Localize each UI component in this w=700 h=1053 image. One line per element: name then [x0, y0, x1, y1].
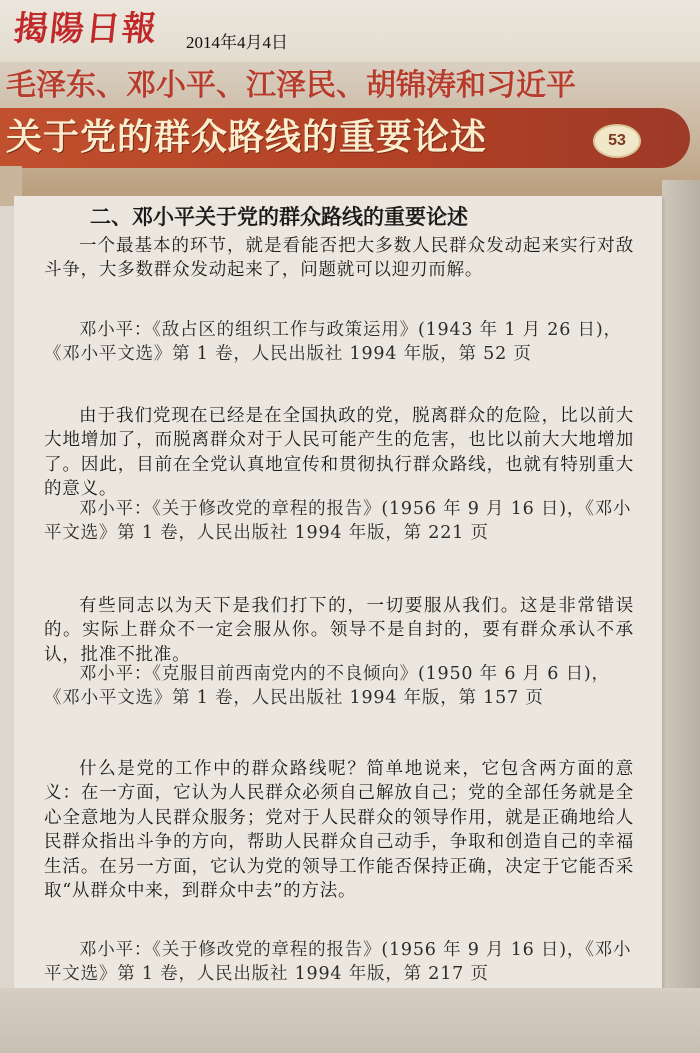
- quote-source-4: 邓小平：《关于修改党的章程的报告》(1956 年 9 月 16 日)，《邓小平文选》第 1 卷，人民出版社 1994 年版，第 217 页: [44, 940, 632, 985]
- quote-source-1: 邓小平：《敌占区的组织工作与政策运用》(1943 年 1 月 26 日)，《邓小平文选》第 1 卷，人民出版社 1994 年版，第 52 页: [44, 320, 622, 365]
- page-edge-shadow: [662, 180, 700, 1053]
- quote-text-2: 由于我们党现在已经是在全国执政的党，脱离群众的危险，比以前大大地增加了，而脱离群众对于人民可能产生的危害，也比以前大大地增加了。因此，目前在全党认真地宣传和贯彻执行群众路线，也就有特别重大的意义。: [44, 406, 634, 500]
- quote-source-2: 邓小平：《关于修改党的章程的报告》(1956 年 9 月 16 日)，《邓小平文选》第 1 卷，人民出版社 1994 年版，第 221 页: [44, 499, 632, 544]
- quote-text-1: 一个最基本的环节，就是看能否把大多数人民群众发动起来实行对敌斗争，大多数群众发动起来了，问题就可以迎刃而解。: [44, 236, 634, 281]
- masthead: [0, 0, 700, 62]
- quote-source-3: 邓小平：《克服目前西南党内的不良倾向》(1950 年 6 月 6 日)，《邓小平文选》第 1 卷，人民出版社 1994 年版，第 157 页: [44, 664, 610, 709]
- issue-number-badge: 53: [593, 124, 641, 158]
- leaders-line: 毛泽东、邓小平、江泽民、胡锦涛和习近平: [6, 68, 576, 103]
- quote-text-4: 什么是党的工作中的群众路线呢？简单地说来，它包含两方面的意义：在一方面，它认为人民群众必须自己解放自己；党的全部任务就是全心全意地为人民群众服务；党对于人民群众的领导作用，就是正确地给人民群众指出斗争的方向，帮助人民群众自己动手，争取和创造自己的幸福生活。在另一方面，它认为党的领导工作能否保持正确，决定于它能否采取“从群众中来，到群众中去”的方法。: [44, 759, 634, 902]
- newspaper-logo: 揭陽日報: [11, 9, 161, 49]
- section-heading: 二、邓小平关于党的群众路线的重要论述: [90, 205, 468, 229]
- page-title: 关于党的群众路线的重要论述: [6, 117, 488, 158]
- page-bottom-margin: [0, 988, 700, 1053]
- publication-date: 2014年4月4日: [186, 33, 288, 52]
- quote-text-3: 有些同志以为天下是我们打下的，一切要服从我们。这是非常错误的。实际上群众不一定会服从你。领导不是自封的，要有群众承认不承认，批准不批准。: [44, 596, 634, 665]
